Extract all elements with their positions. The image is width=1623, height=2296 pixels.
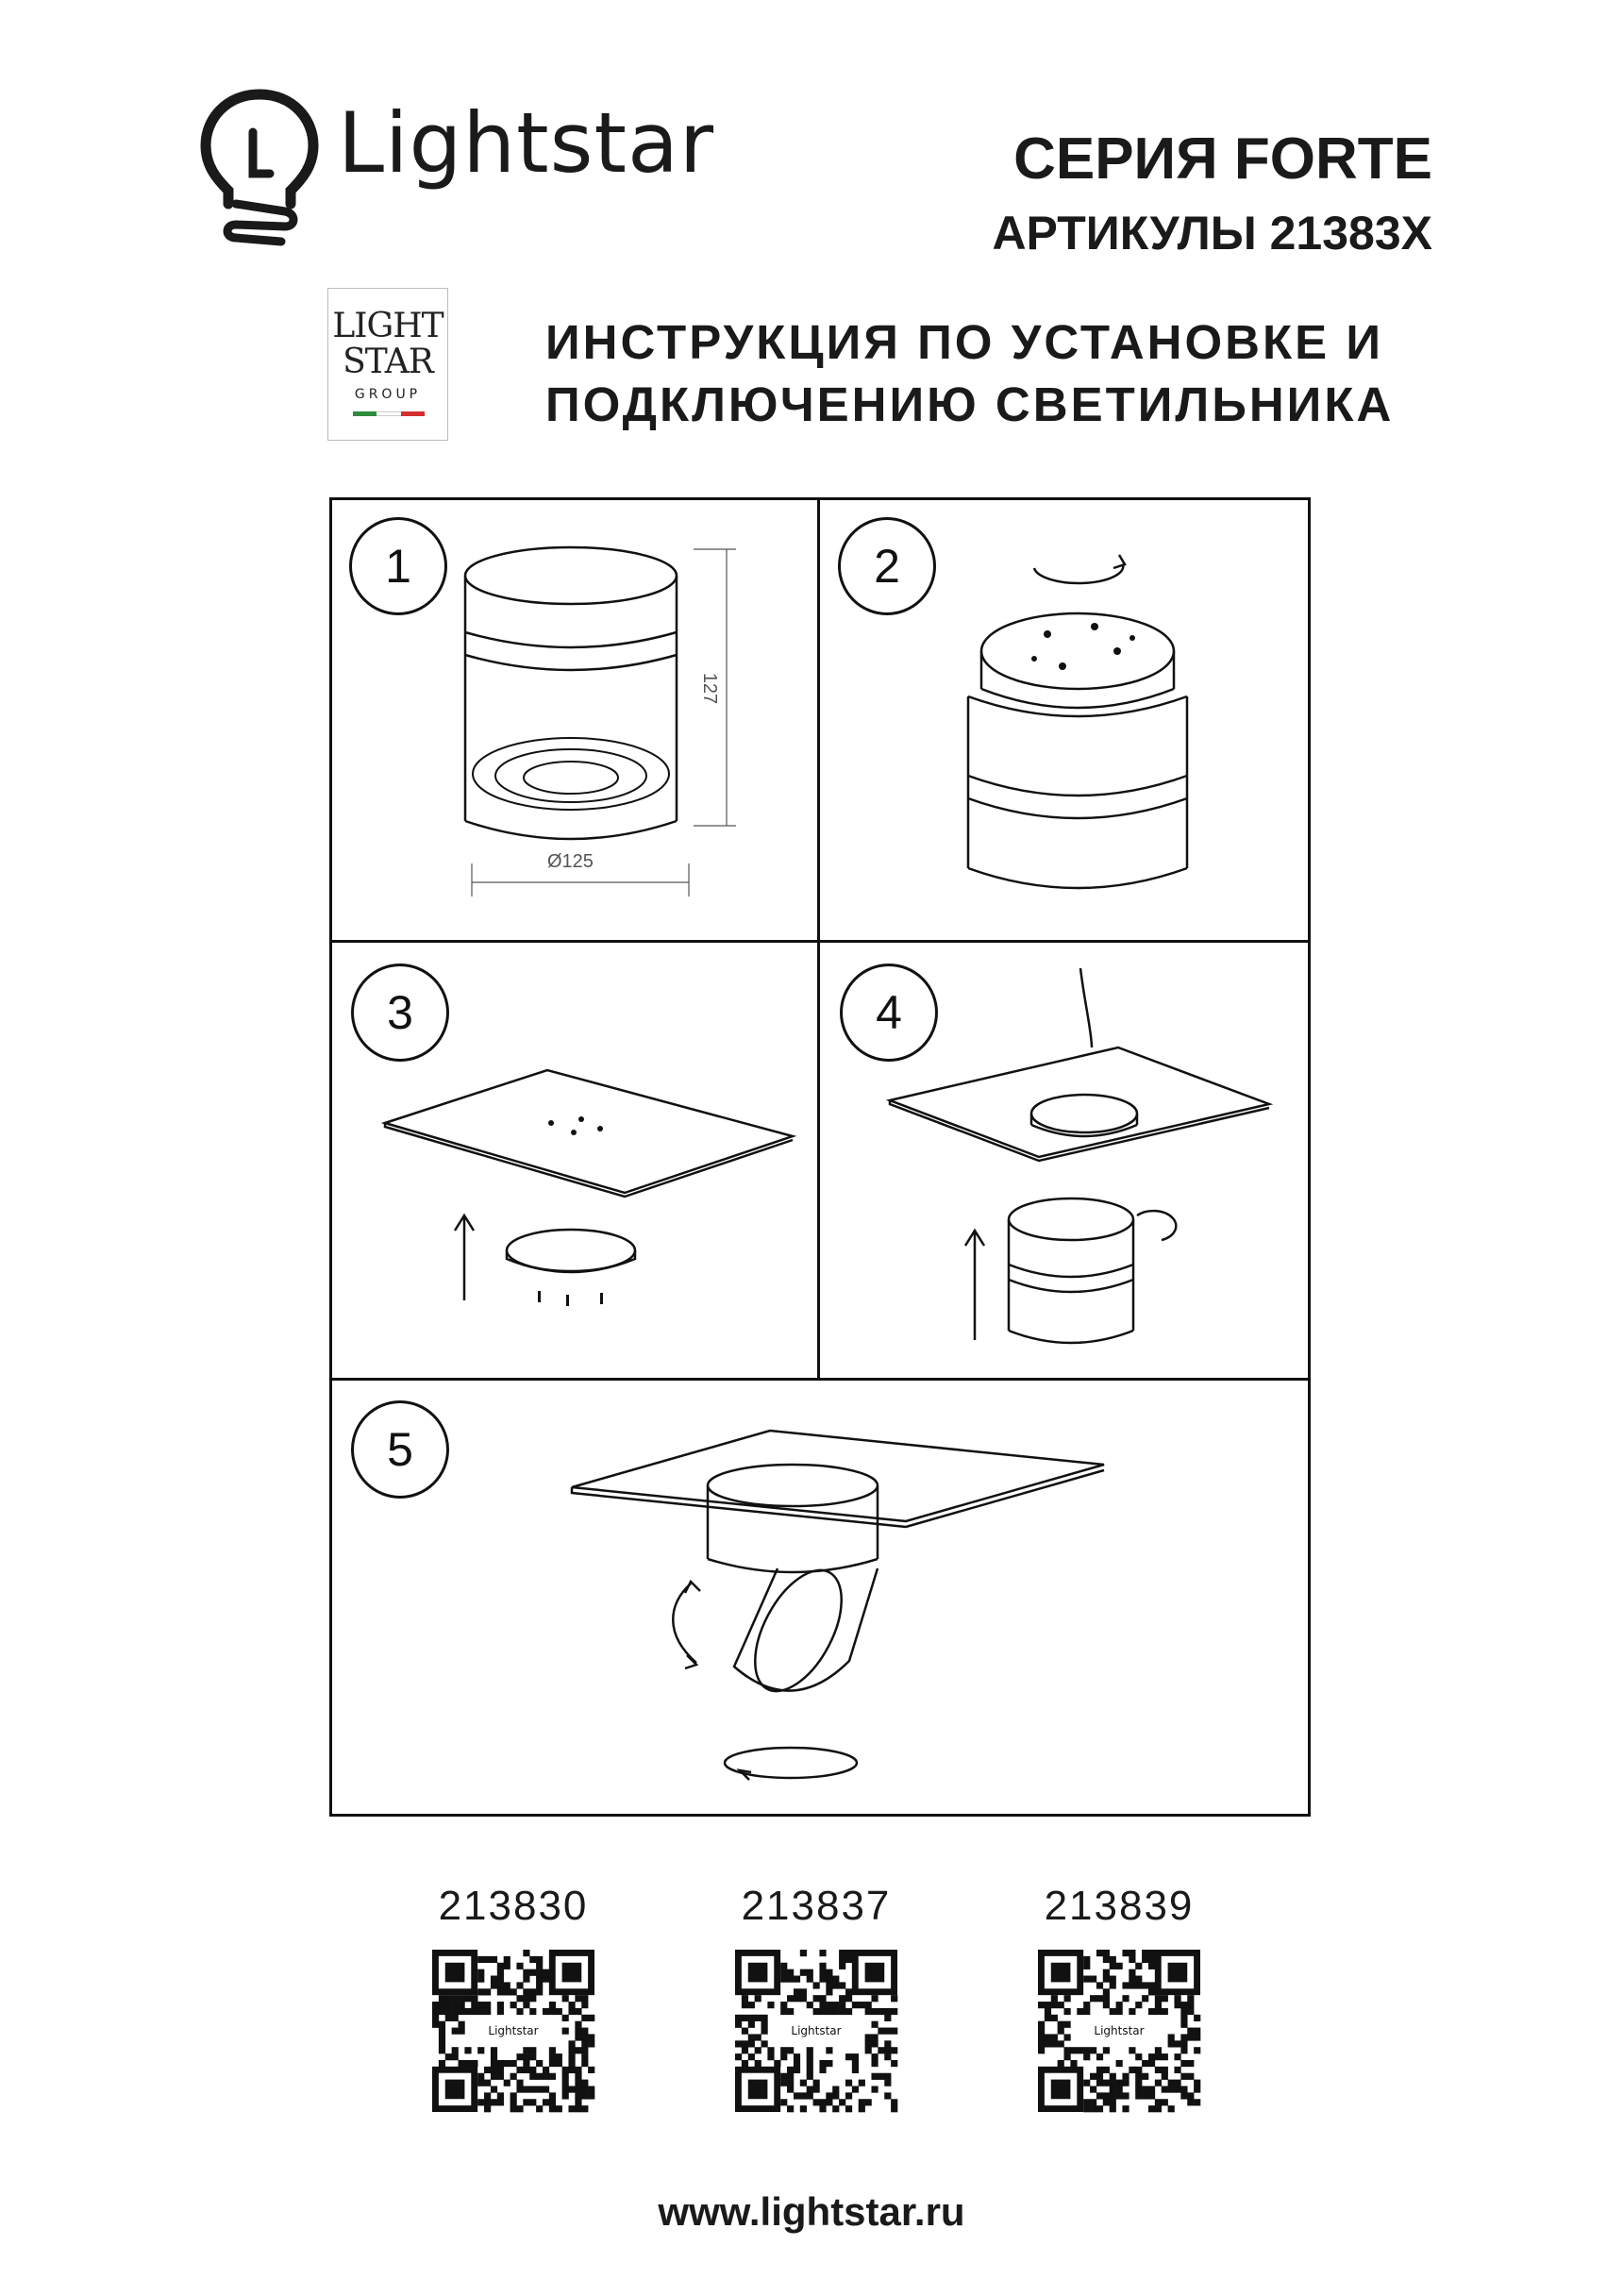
product-code-3: 213839 (1044, 1883, 1195, 1929)
grid-divider-row2 (329, 1378, 1311, 1381)
website-url[interactable]: www.lightstar.ru (658, 2189, 965, 2234)
qr-code-213839[interactable] (1038, 1950, 1200, 2112)
step5-adjust-luminaire-drawing (566, 1416, 1113, 1793)
step-number-1: 1 (349, 517, 447, 615)
grid-divider-vertical (817, 497, 820, 1381)
step4-attach-luminaire-drawing (882, 963, 1297, 1359)
dimension-height: 127 (699, 672, 721, 705)
brand-name: Lightstar (338, 94, 715, 192)
instruction-title-line1: ИНСТРУКЦИЯ ПО УСТАНОВКЕ И (545, 315, 1383, 369)
dimension-diameter: Ø125 (547, 851, 594, 872)
articles-title: АРТИКУЛЫ 21383X (992, 207, 1432, 260)
step-number-5: 5 (351, 1400, 449, 1499)
group-logo-line3: GROUP (354, 387, 422, 402)
qr-center-label: Lightstar (1094, 2024, 1145, 2037)
instruction-title-line2: ПОДКЛЮЧЕНИЮ СВЕТИЛЬНИКА (545, 377, 1395, 431)
qr-code-213837[interactable] (735, 1950, 897, 2112)
italian-flag-stripe (353, 411, 425, 416)
grid-divider-row1 (329, 940, 1311, 943)
step-number-4: 4 (840, 964, 938, 1062)
product-code-1: 213830 (438, 1883, 589, 1929)
lightbulb-logo-icon (198, 87, 321, 247)
qr-code-213830[interactable] (432, 1950, 594, 2112)
qr-center-label: Lightstar (488, 2024, 539, 2037)
step3-mount-base-drawing (377, 1057, 802, 1340)
series-title: СЕРИЯ FORTE (1013, 126, 1432, 192)
product-code-2: 213837 (741, 1883, 892, 1929)
step1-luminaire-drawing (453, 538, 774, 915)
qr-center-label: Lightstar (791, 2024, 842, 2037)
step-number-3: 3 (351, 964, 449, 1062)
group-logo-line2: STAR (343, 343, 433, 381)
step2-rotate-base-drawing (944, 528, 1208, 906)
lightstar-group-logo (327, 288, 448, 441)
step-number-2: 2 (838, 517, 936, 615)
instruction-title (545, 311, 1394, 436)
group-logo-line1: LIGHT (332, 307, 443, 345)
